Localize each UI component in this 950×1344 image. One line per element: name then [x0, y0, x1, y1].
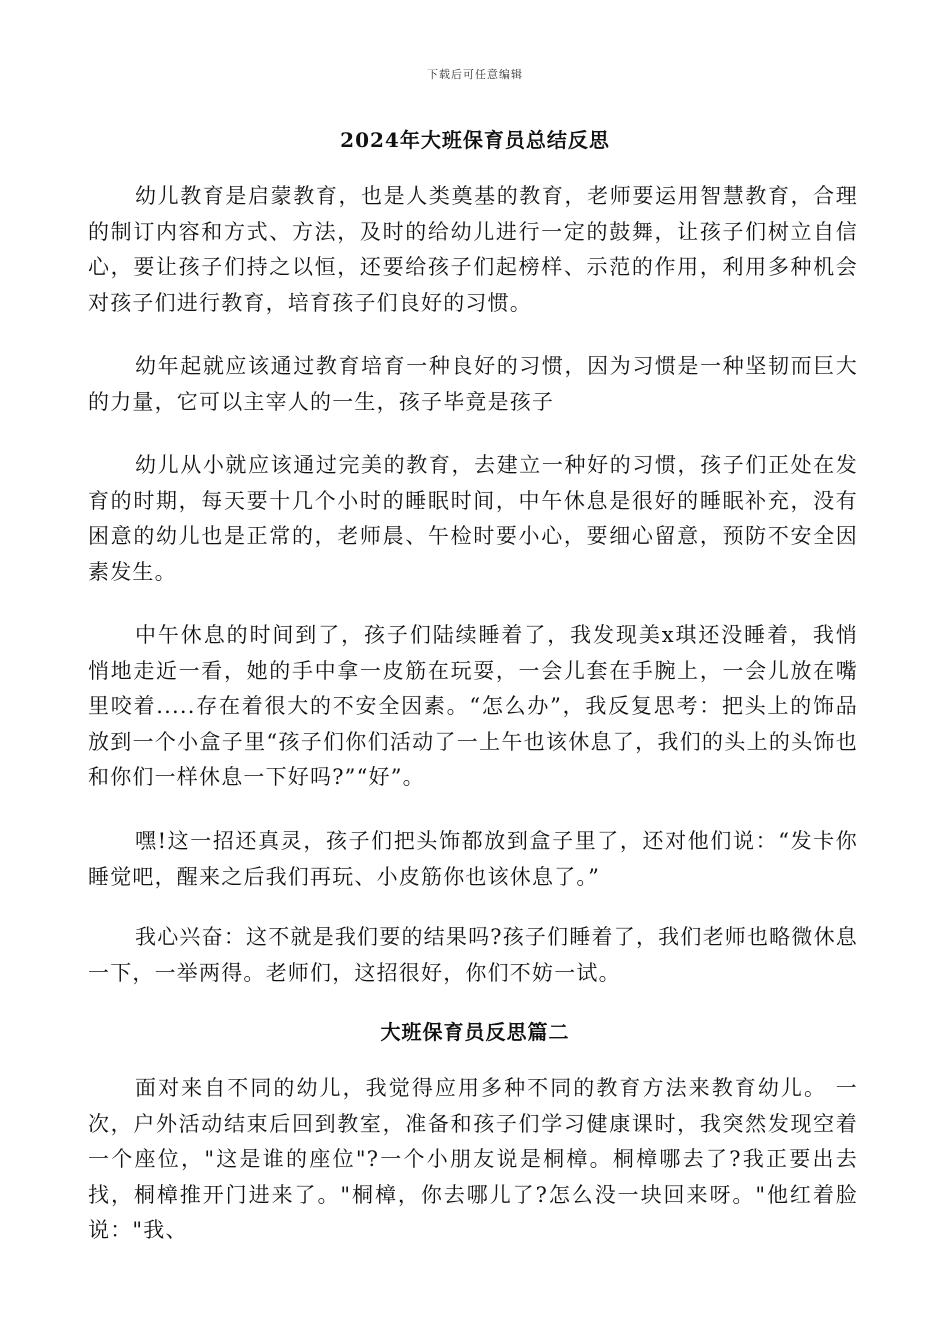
paragraph: 幼年起就应该通过教育培育一种良好的习惯，因为习惯是一种坚韧而巨大的力量，它可以主宰人的一生，孩子毕竟是孩子 [88, 354, 858, 414]
paragraph: 中午休息的时间到了，孩子们陆续睡着了，我发现美x琪还没睡着，我悄悄地走近一看，她的手中拿一皮筋在玩耍，一会儿套在手腕上，一会儿放在嘴里咬着.....存在着很大的不安全因素。“怎么办”，我反复思考：把头上的饰品放到一个小盒子里“孩子们你们活动了一上午也该休息了，我们的头上的头饰也和你们一样休息一下好吗?”“好”。 [88, 623, 858, 789]
section-title-1: 2024年大班保育员总结反思 [340, 128, 610, 152]
paragraph: 我心兴奋：这不就是我们要的结果吗?孩子们睡着了，我们老师也略微休息一下，一举两得。老师们，这招很好，你们不妨一试。 [88, 925, 858, 985]
paragraph: 幼儿教育是启蒙教育，也是人类奠基的教育，老师要运用智慧教育，合理的制订内容和方式、方法，及时的给幼儿进行一定的鼓舞，让孩子们树立自信心，要让孩子们持之以恒，还要给孩子们起榜样、示范的作用，利用多种机会对孩子们进行教育，培育孩子们良好的习惯。 [88, 184, 858, 315]
paragraph: 面对来自不同的幼儿，我觉得应用多种不同的教育方法来教育幼儿。 一次，户外活动结束后回到教室，准备和孩子们学习健康课时，我突然发现空着一个座位，"这是谁的座位"?一个小朋友说是桐樟。桐樟哪去了?我正要出去找，桐樟推开门进来了。"桐樟，你去哪儿了?怎么没一块回来呀。"他红着脸说："我、 [88, 1076, 858, 1242]
paragraph: 嘿!这一招还真灵，孩子们把头饰都放到盒子里了，还对他们说：“发卡你睡觉吧，醒来之后我们再玩、小皮筋你也该休息了。” [88, 829, 858, 889]
paragraph: 幼儿从小就应该通过完美的教育，去建立一种好的习惯，孩子们正处在发育的时期，每天要十几个小时的睡眠时间，中午休息是很好的睡眠补充，没有困意的幼儿也是正常的，老师晨、午检时要小心，要细心留意，预防不安全因素发生。 [88, 453, 858, 584]
header-note: 下载后可任意编辑 [427, 68, 523, 81]
section-title-2: 大班保育员反思篇二 [380, 1020, 570, 1044]
